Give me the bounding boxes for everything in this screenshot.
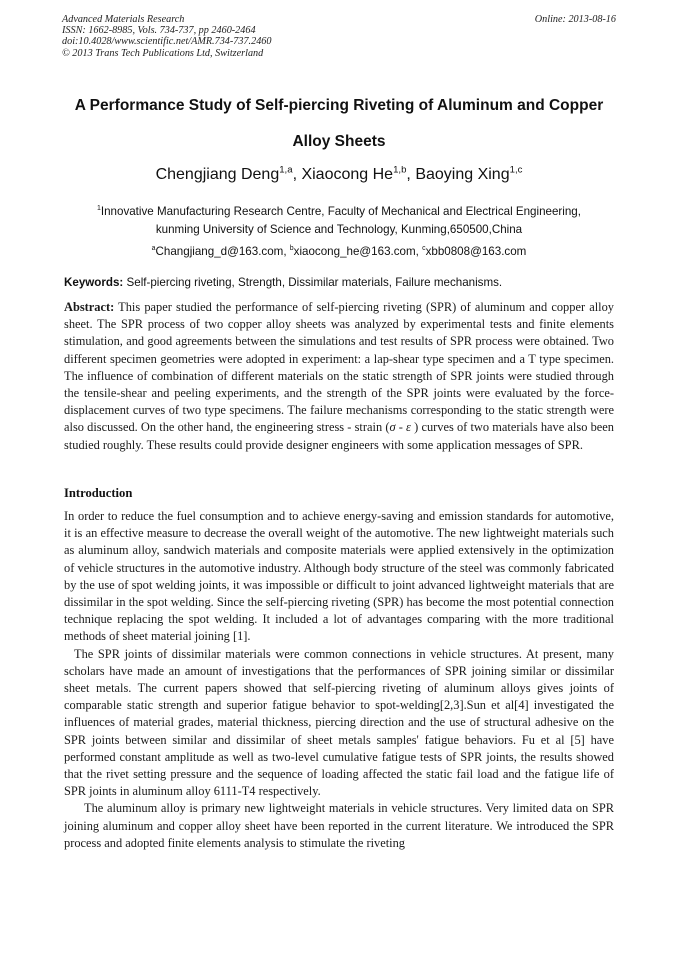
title-line-1: A Performance Study of Self-piercing Riveting of Aluminum and Copper [74,97,604,114]
affiliation-line-2: kunming University of Science and Technology, Kunming,650500,China [155,223,523,236]
abstract-label: Abstract: [64,300,115,314]
introduction-body [64,508,614,852]
intro-paragraph-2: The SPR joints of dissimilar materials were common connections in vehicle structures. At present, many scholars have made an amount of investigations that the performances of SPR joining similar or dissimilar sheet metals. The current papers showed that self-piercing riveting of aluminum alloys gives joints of comparable static strength and superior fatigue behavior to spot-welding[2,3].Sun et al[4] investigated the influences of material grades, material thickness, piercing direction and the use of structural adhesive on the SPR joints between similar and dissimilar of sheet metals samples' fatigue behaviors. Fu et al [5] have performed constant amplitude as well as two-level cumulative fatigue tests of SPR joints, the results showed that the rivet setting pressure and the sequence of loading affected the static fail load and the fatigue life of SPR joints in aluminum alloy 6111-T4 respectively. [64,646,614,799]
journal-header [62,14,616,59]
author-sup: 1,b [393,164,407,176]
doi-line: doi:10.4028/www.scientific.net/AMR.734-737.2460 [62,36,272,48]
email-address: Changjiang_d@163.com, [155,245,287,258]
email-sup: b [289,245,294,253]
copyright-line: © 2013 Trans Tech Publications Ltd, Switzerland [62,47,264,59]
online-date: Online: 2013-08-16 [534,14,616,25]
affiliation-line-1: $^1$Innovative Manufacturing Research Centre, Faculty of Mechanical and Electrical Engineering, [97,205,581,218]
email-address: xbb0808@163.com [425,245,527,258]
abstract-text-2: ) curves of two materials have also been studied roughly. These results could provide designer engineers with some application messages of SPR. [64,420,614,452]
paper-title [40,88,638,160]
issn-line: ISSN: 1662-8985, Vols. 734-737, pp 2460-2464 [62,25,256,37]
introduction-heading: Introduction [64,486,133,500]
intro-paragraph-3: The aluminum alloy is primary new lightweight materials in vehicle structures. Very limited data on SPR joining aluminum and copper alloy sheet have been reported in the current literature. We introduced the SPR process and adopted finite elements analysis to stimulate the riveting [64,801,614,850]
email-list [40,245,638,258]
stress-strain-symbol: σ - ε [389,420,411,435]
email-sup: c [422,245,426,253]
abstract [64,299,614,454]
keywords-text: Self-piercing riveting, Strength, Dissimilar materials, Failure mechanisms. [126,276,503,289]
author-name: Chengjiang Deng [155,166,280,183]
author-name: Xiaocong He [301,166,394,183]
author-sup: 1,a [279,164,293,176]
email-address: xiaocong_he@163.com, [293,245,419,258]
author-list: Chengjiang Deng$^{1,a}$, Xiaocong He$^{1,b}$, Baoying Xing$^{1,c}$ [155,164,523,183]
journal-name: Advanced Materials Research [62,14,185,25]
author-name: Baoying Xing [415,166,510,183]
affiliation-sup: 1 [97,205,101,213]
affiliation [40,203,638,239]
intro-paragraph-1: In order to reduce the fuel consumption and to achieve energy-saving and emission standards for automotive, it is an effective measure to decrease the overall weight of the automotive. The new lightweight materials such as aluminum alloy, sandwich materials and composite materials were applied extensively in the optimization of vehicle structures in the automotive industry. Although body structure of the steel was commonly fabricated by the use of spot welding joints, it was impossible or difficult to joint advanced lightweight materials that are dissimilar in the spot welding. Since the self-piercing riveting (SPR) has become the most potential connection technique replacing the spot welding. It included a lot of advantages comparing with the more traditional methods of sheet material joining [1]. [64,509,614,644]
email-sup: a [151,245,156,253]
abstract-text-1: This paper studied the performance of self-piercing riveting (SPR) of aluminum and copper alloy sheet. The SPR process of two copper alloy sheets was analyzed by experimental tests and finite elements stimulation, and good agreements between the simulations and test results of SPR process were obtained. Two different specimen geometries were adopted in experiment: a lap-shear type specimen and a T type specimen. The influence of combination of different materials on the static strength of SPR joints were studied through the tensile-shear and peeling experiments, and the strength of the SPR joints were evaluated by the force-displacement curves of two type specimens. The failure mechanisms corresponding to the static strength were also discussed. On the other hand, the engineering stress - strain ( [64,300,615,435]
title-line-2: Alloy Sheets [292,133,386,150]
author-sup: 1,c [509,164,523,176]
header-left [62,14,616,59]
keywords [64,276,618,289]
keywords-label: Keywords: [64,276,124,289]
